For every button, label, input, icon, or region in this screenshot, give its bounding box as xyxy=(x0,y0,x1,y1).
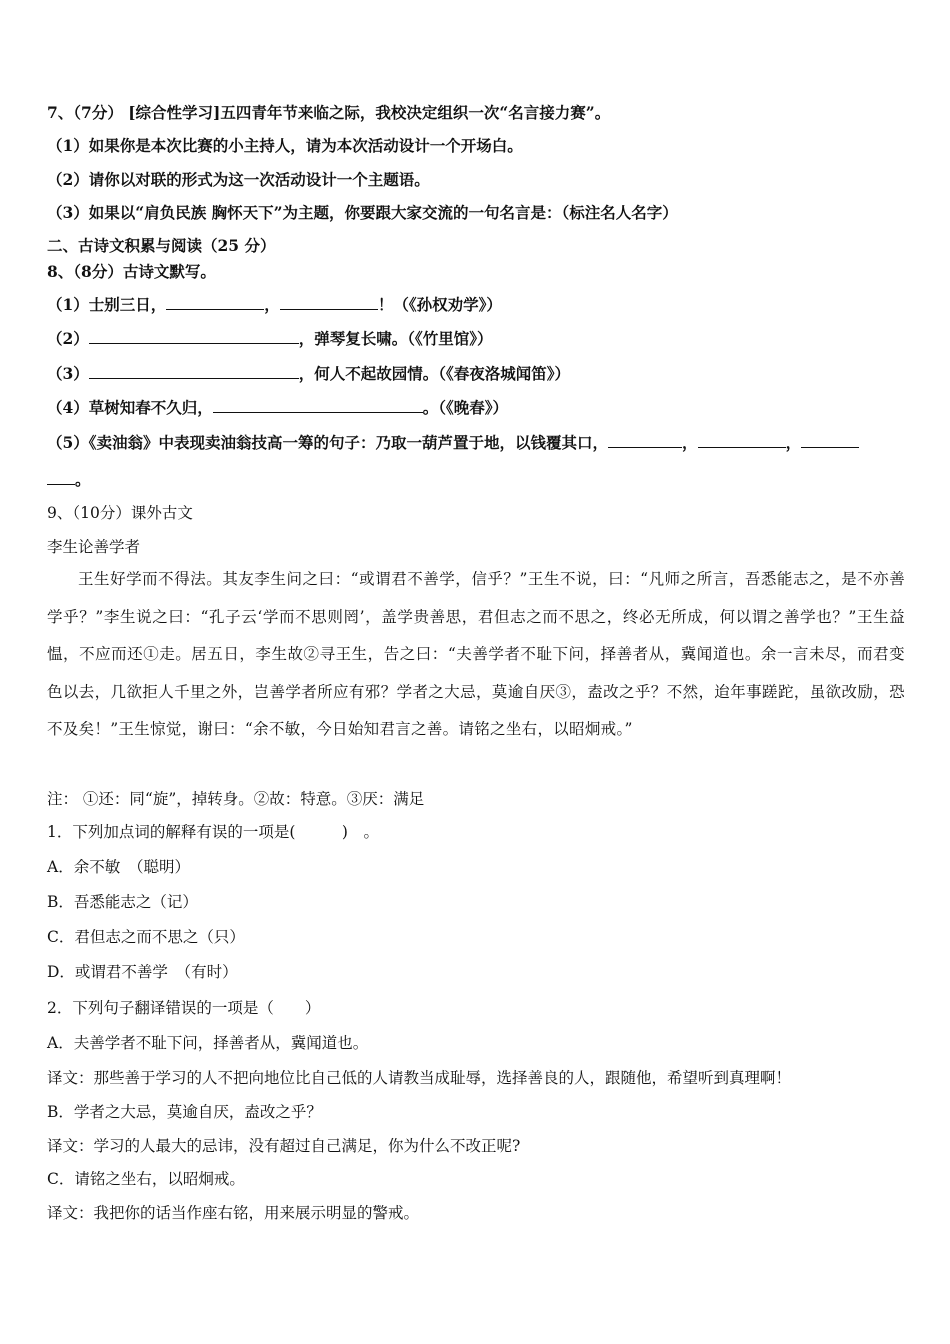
q8-line-5: （5）《卖油翁》中表现卖油翁技高一筹的句子：乃取一葫芦置于地，以钱覆其口， ， ， xyxy=(47,432,859,453)
answer-blank[interactable] xyxy=(89,328,299,344)
q7-item-1: （1）如果你是本次比赛的小主持人，请为本次活动设计一个开场白。 xyxy=(47,136,523,155)
answer-blank[interactable] xyxy=(801,432,859,448)
q8-title: 8、（8分）古诗文默写。 xyxy=(47,262,216,281)
q9-2-option-c: C．请铭之坐右，以昭炯戒。 xyxy=(47,1170,245,1188)
q9-2-translation-a: 译文：那些善于学习的人不把向地位比自己低的人请教当成耻辱，选择善良的人，跟随他，希望听到真理啊！ xyxy=(47,1069,792,1087)
passage-note: 注： ①还：同“旋”，掉转身。②故：特意。③厌：满足 xyxy=(47,790,425,808)
q7-title: 7、（7分） [综合性学习]五四青年节来临之际，我校决定组织一次“名言接力赛”。 xyxy=(47,103,611,122)
option-c: C．君但志之而不思之（只） xyxy=(47,928,245,946)
answer-blank[interactable] xyxy=(213,397,423,413)
q7-item-3: （3）如果以“肩负民族 胸怀天下”为主题，你要跟大家交流的一句名言是：（标注名人名字） xyxy=(47,203,678,222)
answer-blank[interactable] xyxy=(89,363,299,379)
passage-text: 王生好学而不得法。其友李生问之曰：“或谓君不善学，信乎？”王生不说，曰：“凡师之所言，吾悉能志之，是不亦善学乎？”李生说之曰：“孔子云‘学而不思则罔’，盖学贵善思，君但志之而不思之，终必无所成，何以谓之善学也？”王生益愠，不应而还①走。居五日，李生故②寻王生，告之曰：“夫善学者不耻下问，择善者从，冀闻道也。余一言未尽，而君变色以去，几欲拒人千里之外，岂善学者所应有邪？学者之大忌，莫逾自厌③，盍改之乎？不然，迨年事蹉跎，虽欲改励，恐不及矣！”王生惊觉，谢曰：“余不敏，今日始知君言之善。请铭之坐右，以昭炯戒。” xyxy=(47,570,905,738)
q8-line-2: （2） ，弹琴复长啸。（《竹里馆》） xyxy=(47,329,493,348)
q9-2-translation-c: 译文：我把你的话当作座右铭，用来展示明显的警戒。 xyxy=(47,1204,420,1222)
q9-2-stem: 2．下列句子翻译错误的一项是（ ） xyxy=(47,999,321,1017)
q9-2-translation-b: 译文：学习的人最大的忌讳，没有超过自己满足，你为什么不改正呢? xyxy=(47,1137,521,1155)
q8-line-4: （4）草树知春不久归， 。（《晚春》） xyxy=(47,398,509,417)
passage-title: 李生论善学者 xyxy=(47,538,141,556)
q7-item-2: （2）请你以对联的形式为这一次活动设计一个主题语。 xyxy=(47,170,430,189)
answer-blank[interactable] xyxy=(166,294,264,310)
q8-line-5-cont: 。 xyxy=(47,469,91,490)
q8-line-3: （3） ，何人不起故园情。（《春夜洛城闻笛》） xyxy=(47,364,571,383)
q9-2-option-b: B．学者之大忌，莫逾自厌，盍改之乎？ xyxy=(47,1103,322,1121)
section-heading: 二、古诗文积累与阅读（25 分） xyxy=(47,236,276,255)
option-d: D．或谓君不善学 （有时） xyxy=(47,963,238,981)
answer-blank[interactable] xyxy=(608,432,682,448)
q9-title: 9、（10分）课外古文 xyxy=(47,504,193,522)
q9-1-stem: 1．下列加点词的解释有误的一项是( ) 。 xyxy=(47,823,379,841)
answer-blank[interactable] xyxy=(47,469,75,485)
answer-blank[interactable] xyxy=(698,432,786,448)
q8-line-1: （1）士别三日， ， ！（《孙权劝学》） xyxy=(47,295,502,314)
answer-blank[interactable] xyxy=(280,294,378,310)
option-b: B．吾悉能志之（记） xyxy=(47,893,198,911)
q9-2-option-a: A．夫善学者不耻下问，择善者从，冀闻道也。 xyxy=(47,1034,369,1052)
option-a: A．余不敏 （聪明） xyxy=(47,858,190,876)
